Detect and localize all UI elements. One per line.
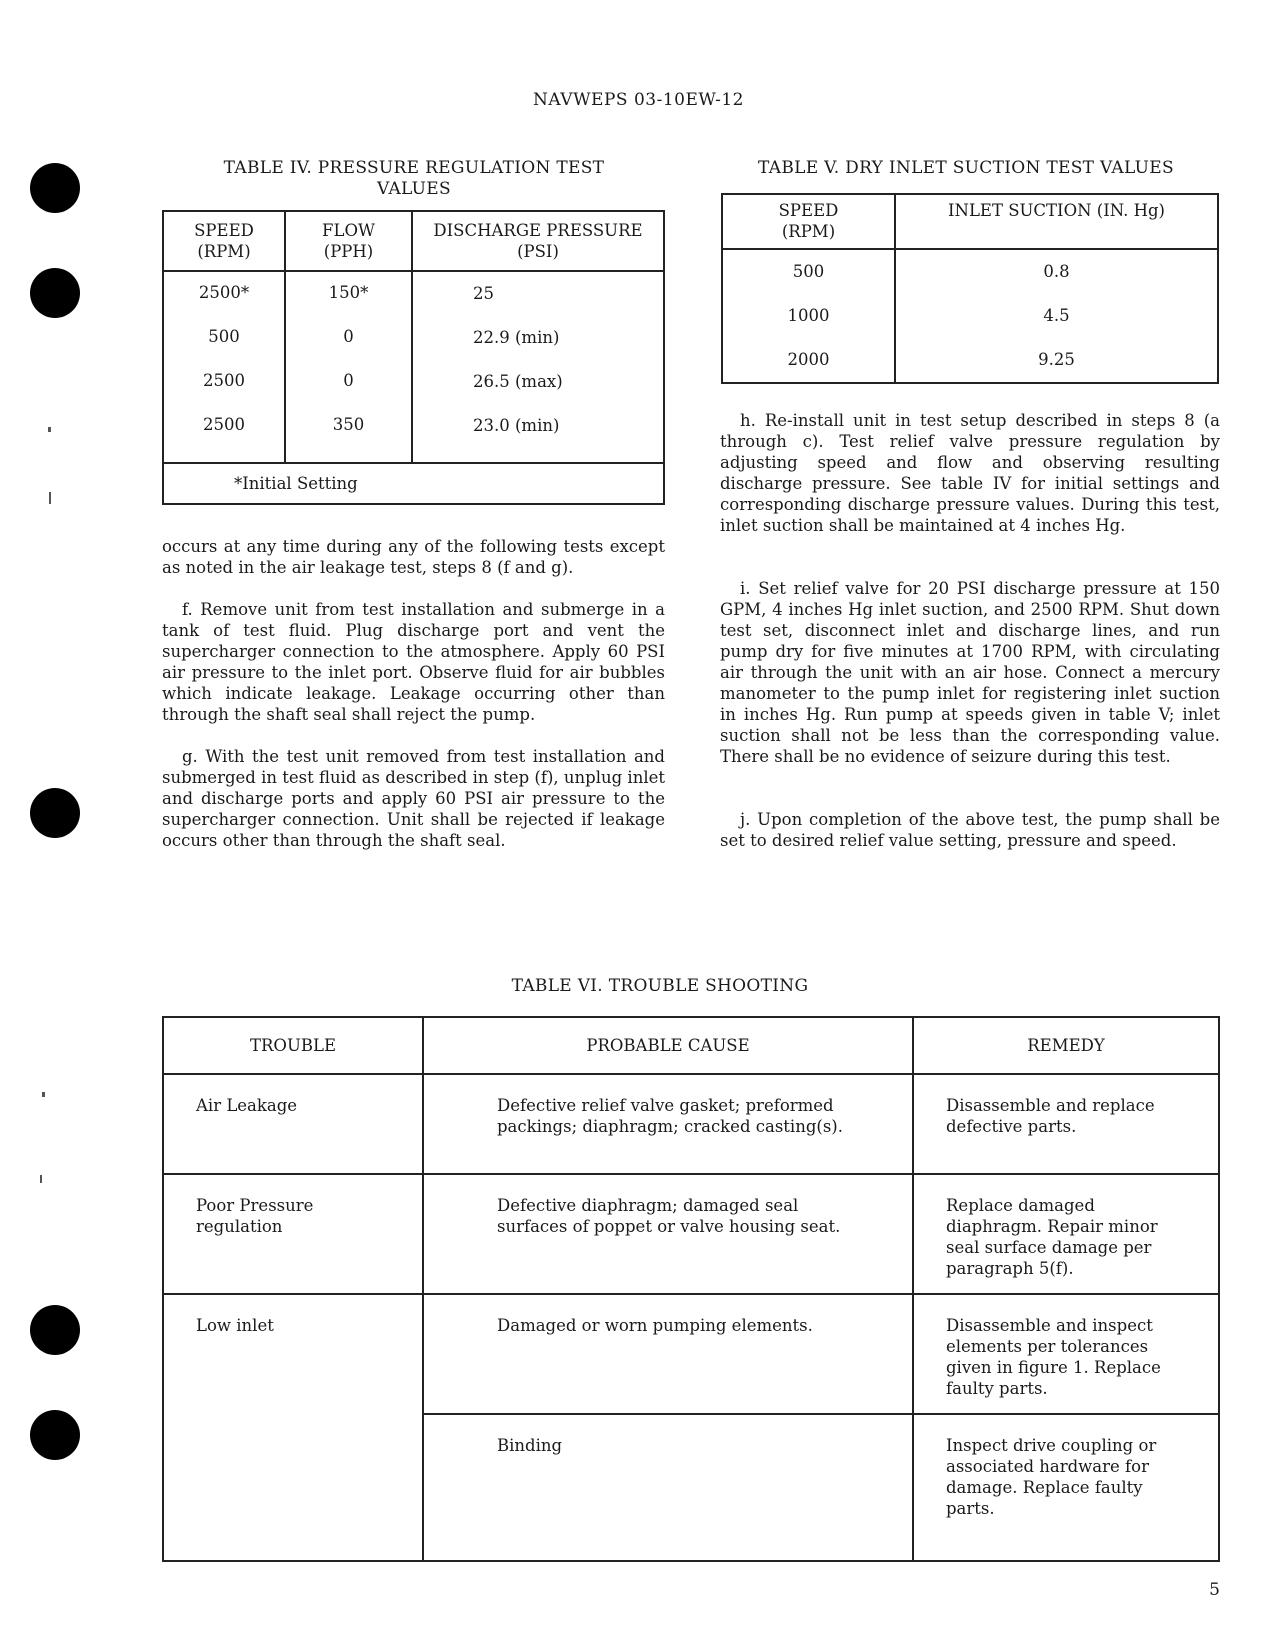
binder-hole-5 [30, 1410, 80, 1460]
binder-hole-3 [30, 788, 80, 838]
table-row [163, 1174, 1219, 1294]
table4-header-row [163, 211, 664, 271]
table6-header-cause: PROBABLE CAUSE [423, 1017, 913, 1074]
table5-header-row [722, 194, 1218, 249]
table4-header-discharge: DISCHARGE PRESSURE (PSI) [412, 211, 664, 271]
table4-cell: 22.9 (min) [412, 316, 664, 360]
table-row [722, 249, 1218, 294]
binder-hole-1 [30, 163, 80, 213]
paragraph-g: g. With the test unit removed from test installation and submerged in test fluid as described in step (f), unplug inlet and discharge ports and apply 60 PSI air pressure to the supercharger connection. Unit shall be rejected if leakage occurs other than through the shaft seal. [162, 747, 665, 850]
table6-cause: Damaged or worn pumping elements. [423, 1294, 913, 1414]
table5-cell: 4.5 [895, 294, 1218, 338]
table-row [163, 404, 664, 448]
binder-hole-2 [30, 268, 80, 318]
table5-cell: 1000 [722, 294, 895, 338]
margin-mark [40, 1175, 42, 1183]
table4-spacer [163, 448, 285, 463]
table4-cell: 2500* [163, 271, 285, 316]
table4-cell: 150* [285, 271, 412, 316]
paragraph-j: j. Upon completion of the above test, the pump shall be set to desired relief value setting, pressure and speed. [720, 810, 1220, 850]
table4-cell: 23.0 (min) [412, 404, 664, 448]
table-row [163, 360, 664, 404]
margin-mark [48, 427, 51, 432]
table6-cause: Binding [423, 1414, 913, 1561]
table4-note-row [163, 463, 664, 504]
table4-cell: 26.5 (max) [412, 360, 664, 404]
table-row [163, 1294, 1219, 1414]
table6-remedy: Disassemble and replace defective parts. [913, 1074, 1219, 1174]
table4-spacer [285, 448, 412, 463]
table4-header-flow: FLOW (PPH) [285, 211, 412, 271]
table5-cell: 2000 [722, 338, 895, 383]
table4-cell: 2500 [163, 404, 285, 448]
table4-cell: 2500 [163, 360, 285, 404]
paragraph-h: h. Re-install unit in test setup described in steps 8 (a through c). Test relief valve pressure regulation by adjusting speed and flow and observing resulting discharge pressure. See table IV for initial settings and corresponding discharge pressure values. During this test, inlet suction shall be maintained at 4 inches Hg. [720, 411, 1220, 535]
table4-caption-line1: TABLE IV. PRESSURE REGULATION TEST [223, 158, 605, 178]
table6-trouble: Low inlet [163, 1294, 423, 1561]
page-header: NAVWEPS 03-10EW-12 [533, 90, 744, 110]
table5-cell: 500 [722, 249, 895, 294]
table4-caption [163, 158, 665, 200]
page-number: 5 [1209, 1580, 1220, 1600]
table4-cell: 350 [285, 404, 412, 448]
table-row [163, 316, 664, 360]
table6-remedy: Inspect drive coupling or associated hardware for damage. Replace faulty parts. [913, 1414, 1219, 1561]
table6-trouble-shooting [162, 1016, 1220, 1562]
table6-header-remedy: REMEDY [913, 1017, 1219, 1074]
table6-header-trouble: TROUBLE [163, 1017, 423, 1074]
table5-header-inlet-suction: INLET SUCTION (IN. Hg) [895, 194, 1218, 249]
table6-header-row [163, 1017, 1219, 1074]
table-row [163, 448, 664, 463]
margin-mark [42, 1092, 45, 1097]
table4-cell: 0 [285, 360, 412, 404]
table5-cell: 0.8 [895, 249, 1218, 294]
table4-spacer [412, 448, 664, 463]
paragraph-i: i. Set relief valve for 20 PSI discharge pressure at 150 GPM, 4 inches Hg inlet suction, and 2500 RPM. Shut down test set, disconnect inlet and discharge lines, and run pump dry for five minutes at 1700 RPM, with circulating air through the unit with an air hose. Connect a mercury manometer to the pump inlet for registering inlet suction in inches Hg. Run pump at speeds given in table V; inlet suction shall not be less than the corresponding value. There shall be no evidence of seizure during this test. [720, 579, 1220, 766]
left-column-text [162, 536, 665, 872]
table6-caption: TABLE VI. TROUBLE SHOOTING [511, 976, 809, 996]
right-column-text [720, 410, 1220, 872]
table4-note: *Initial Setting [163, 463, 664, 504]
table-row [163, 271, 664, 316]
table4-caption-line2: VALUES [377, 179, 451, 199]
paragraph-continuation: occurs at any time during any of the following tests except as noted in the air leakage test, steps 8 (f and g). [162, 537, 665, 577]
table-row [722, 294, 1218, 338]
paragraph-f: f. Remove unit from test installation and submerge in a tank of test fluid. Plug discharge port and vent the supercharger connection to the atmosphere. Apply 60 PSI air pressure to the inlet port. Observe fluid for air bubbles which indicate leakage. Leakage occurring other than through the shaft seal shall reject the pump. [162, 600, 665, 724]
table4-header-speed: SPEED (RPM) [163, 211, 285, 271]
table4-cell: 500 [163, 316, 285, 360]
table6-trouble: Air Leakage [163, 1074, 423, 1174]
table6-remedy: Replace damaged diaphragm. Repair minor seal surface damage per paragraph 5(f). [913, 1174, 1219, 1294]
table6-remedy: Disassemble and inspect elements per tolerances given in figure 1. Replace faulty parts. [913, 1294, 1219, 1414]
table-row [722, 338, 1218, 383]
table5-dry-inlet-suction [721, 193, 1219, 384]
table4-pressure-regulation [162, 210, 665, 505]
table6-cause: Defective relief valve gasket; preformed packings; diaphragm; cracked casting(s). [423, 1074, 913, 1174]
margin-mark [49, 492, 51, 504]
table4-cell: 25 [412, 271, 664, 316]
table-row [163, 1074, 1219, 1174]
table5-caption: TABLE V. DRY INLET SUCTION TEST VALUES [758, 158, 1174, 178]
table6-trouble: Poor Pressure regulation [163, 1174, 423, 1294]
table5-header-speed: SPEED (RPM) [722, 194, 895, 249]
table6-cause: Defective diaphragm; damaged seal surfaces of poppet or valve housing seat. [423, 1174, 913, 1294]
binder-hole-4 [30, 1305, 80, 1355]
table4-cell: 0 [285, 316, 412, 360]
table5-cell: 9.25 [895, 338, 1218, 383]
